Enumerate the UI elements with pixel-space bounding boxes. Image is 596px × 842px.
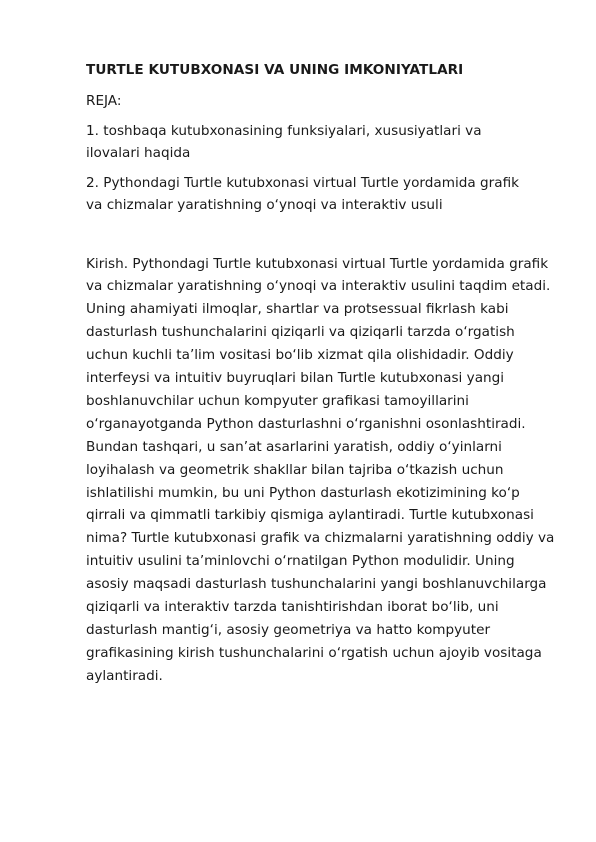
intro-paragraph: Kirish. Pythondagi Turtle kutubxonasi virtual Turtle yordamida grafik va chizmalar yaratishning o‘ynoqi va interaktiv usulini taqdim etadi. Uning ahamiyati ilmoqlar, shartlar va protsessual fikrlash kabi dasturlash tushunchalarini qiziqarli va qiziqarli tarzda o‘rgatish uchun kuchli ta’lim vositasi bo‘lib xizmat qila olishidadir. Oddiy interfeysi va intuitiv buyruqlari bilan Turtle kutubxonasi yangi boshlanuvchilar uchun kompyuter grafikasi tamoyillarini o‘rganayotganda Python dasturlashni o‘rganishni osonlashtiradi. Bundan tashqari, u san’at asarlarini yaratish, oddiy o‘yinlarni loyihalash va geometrik shakllar bilan tajriba o‘tkazish uchun ishlatilishi mumkin, bu uni Python dasturlash ekotizimining ko‘p qirrali va qimmatli tarkibiy qismiga aylantiradi. Turtle kutubxonasi nima? Turtle kutubxonasi grafik va chizmalarni yaratishning oddiy va intuitiv usulini ta’minlovchi o‘rnatilgan Python modulidir. Uning asosiy maqsadi dasturlash tushunchalarini yangi boshlanuvchilarga qiziqarli va interaktiv tarzda tanishtirishdan iborat bo‘lib, uni dasturlash mantig‘i, asosiy geometriya va hatto kompyuter grafikasining kirish tushunchalarini o‘rgatish uchun ajoyib vositaga aylantiradi.	[86, 255, 555, 684]
plan-item-2: 2. Pythondagi Turtle kutubxonasi virtual Turtle yordamida grafik va chizmalar yaratishning o‘ynoqi va interaktiv usuli	[86, 174, 520, 213]
document-title: TURTLE KUTUBXONASI VA UNING IMKONIYATLARI	[86, 62, 464, 78]
plan-item-1: 1. toshbaqa kutubxonasining funksiyalari, xususiyatlari va ilovalari haqida	[86, 122, 482, 161]
document-body	[86, 59, 560, 688]
plan-heading: REJA:	[86, 93, 122, 109]
